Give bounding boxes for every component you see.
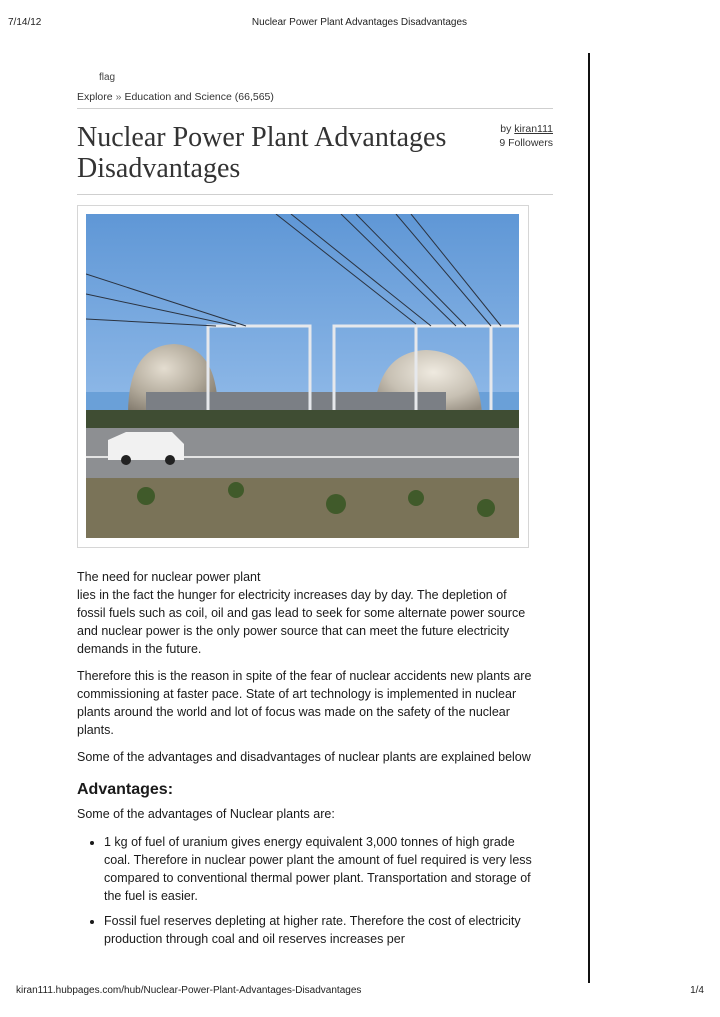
- flag-link[interactable]: flag: [99, 72, 116, 83]
- paragraph-rest: lies in the fact the hunger for electricity increases day by day. The depletion of fossil fuels such as coil, oil and gas lead to seek for some alternate power source and nuclear power is the only power source that can meet the future electricity demands in the future.: [77, 588, 526, 656]
- list-item: • Fossil fuel reserves depleting at higher rate. Therefore the cost of electricity production through coal and oil reserves increases per: [104, 912, 537, 948]
- paragraph: [77, 568, 537, 658]
- paragraph: Therefore this is the reason in spite of the fear of nuclear accidents new plants are commissioning at faster pace. State of art technology is implemented in nuclear plants around the world and lot of focus was made on the safety of the nuclear plants.: [77, 669, 532, 737]
- right-margin-rule: [588, 53, 590, 983]
- print-document-title: Nuclear Power Plant Advantages Disadvantages: [251, 17, 468, 28]
- print-url: kiran111.hubpages.com/hub/Nuclear-Power-Plant-Advantages-Disadvantages: [16, 985, 362, 996]
- breadcrumb-explore[interactable]: Explore: [77, 91, 113, 103]
- breadcrumb-separator: »: [115, 91, 122, 103]
- list-item: • 1 kg of fuel of uranium gives energy equivalent 3,000 tonnes of high grade coal. Therefore in nuclear power plant the amount of fuel required is very less compared to conventional thermal power plant. Transportation and storage of the fuel is easier.: [104, 833, 537, 905]
- nuclear-plant-photo: [86, 214, 519, 538]
- author-followers: 9 Followers: [499, 137, 553, 149]
- article-body: [77, 568, 537, 955]
- author-link[interactable]: kiran111: [514, 123, 553, 135]
- advantages-heading: Advantages:: [77, 781, 174, 798]
- breadcrumb: [77, 91, 274, 103]
- advantages-list: [77, 833, 537, 948]
- advantages-intro: Some of the advantages of Nuclear plants are:: [77, 807, 335, 821]
- paragraph-lead: The need for nuclear power plant: [77, 570, 261, 584]
- page-number: 1/4: [690, 985, 704, 996]
- author-box: [499, 122, 553, 150]
- divider: [77, 194, 553, 195]
- divider: [77, 108, 553, 109]
- breadcrumb-category[interactable]: Education and Science (66,565): [124, 91, 274, 103]
- article-photo-frame: [77, 205, 529, 548]
- author-prefix: by: [500, 123, 512, 135]
- paragraph: Some of the advantages and disadvantages of nuclear plants are explained below: [77, 750, 531, 764]
- page-title: Nuclear Power Plant Advantages Disadvantages: [77, 122, 447, 184]
- print-date: 7/14/12: [8, 17, 42, 28]
